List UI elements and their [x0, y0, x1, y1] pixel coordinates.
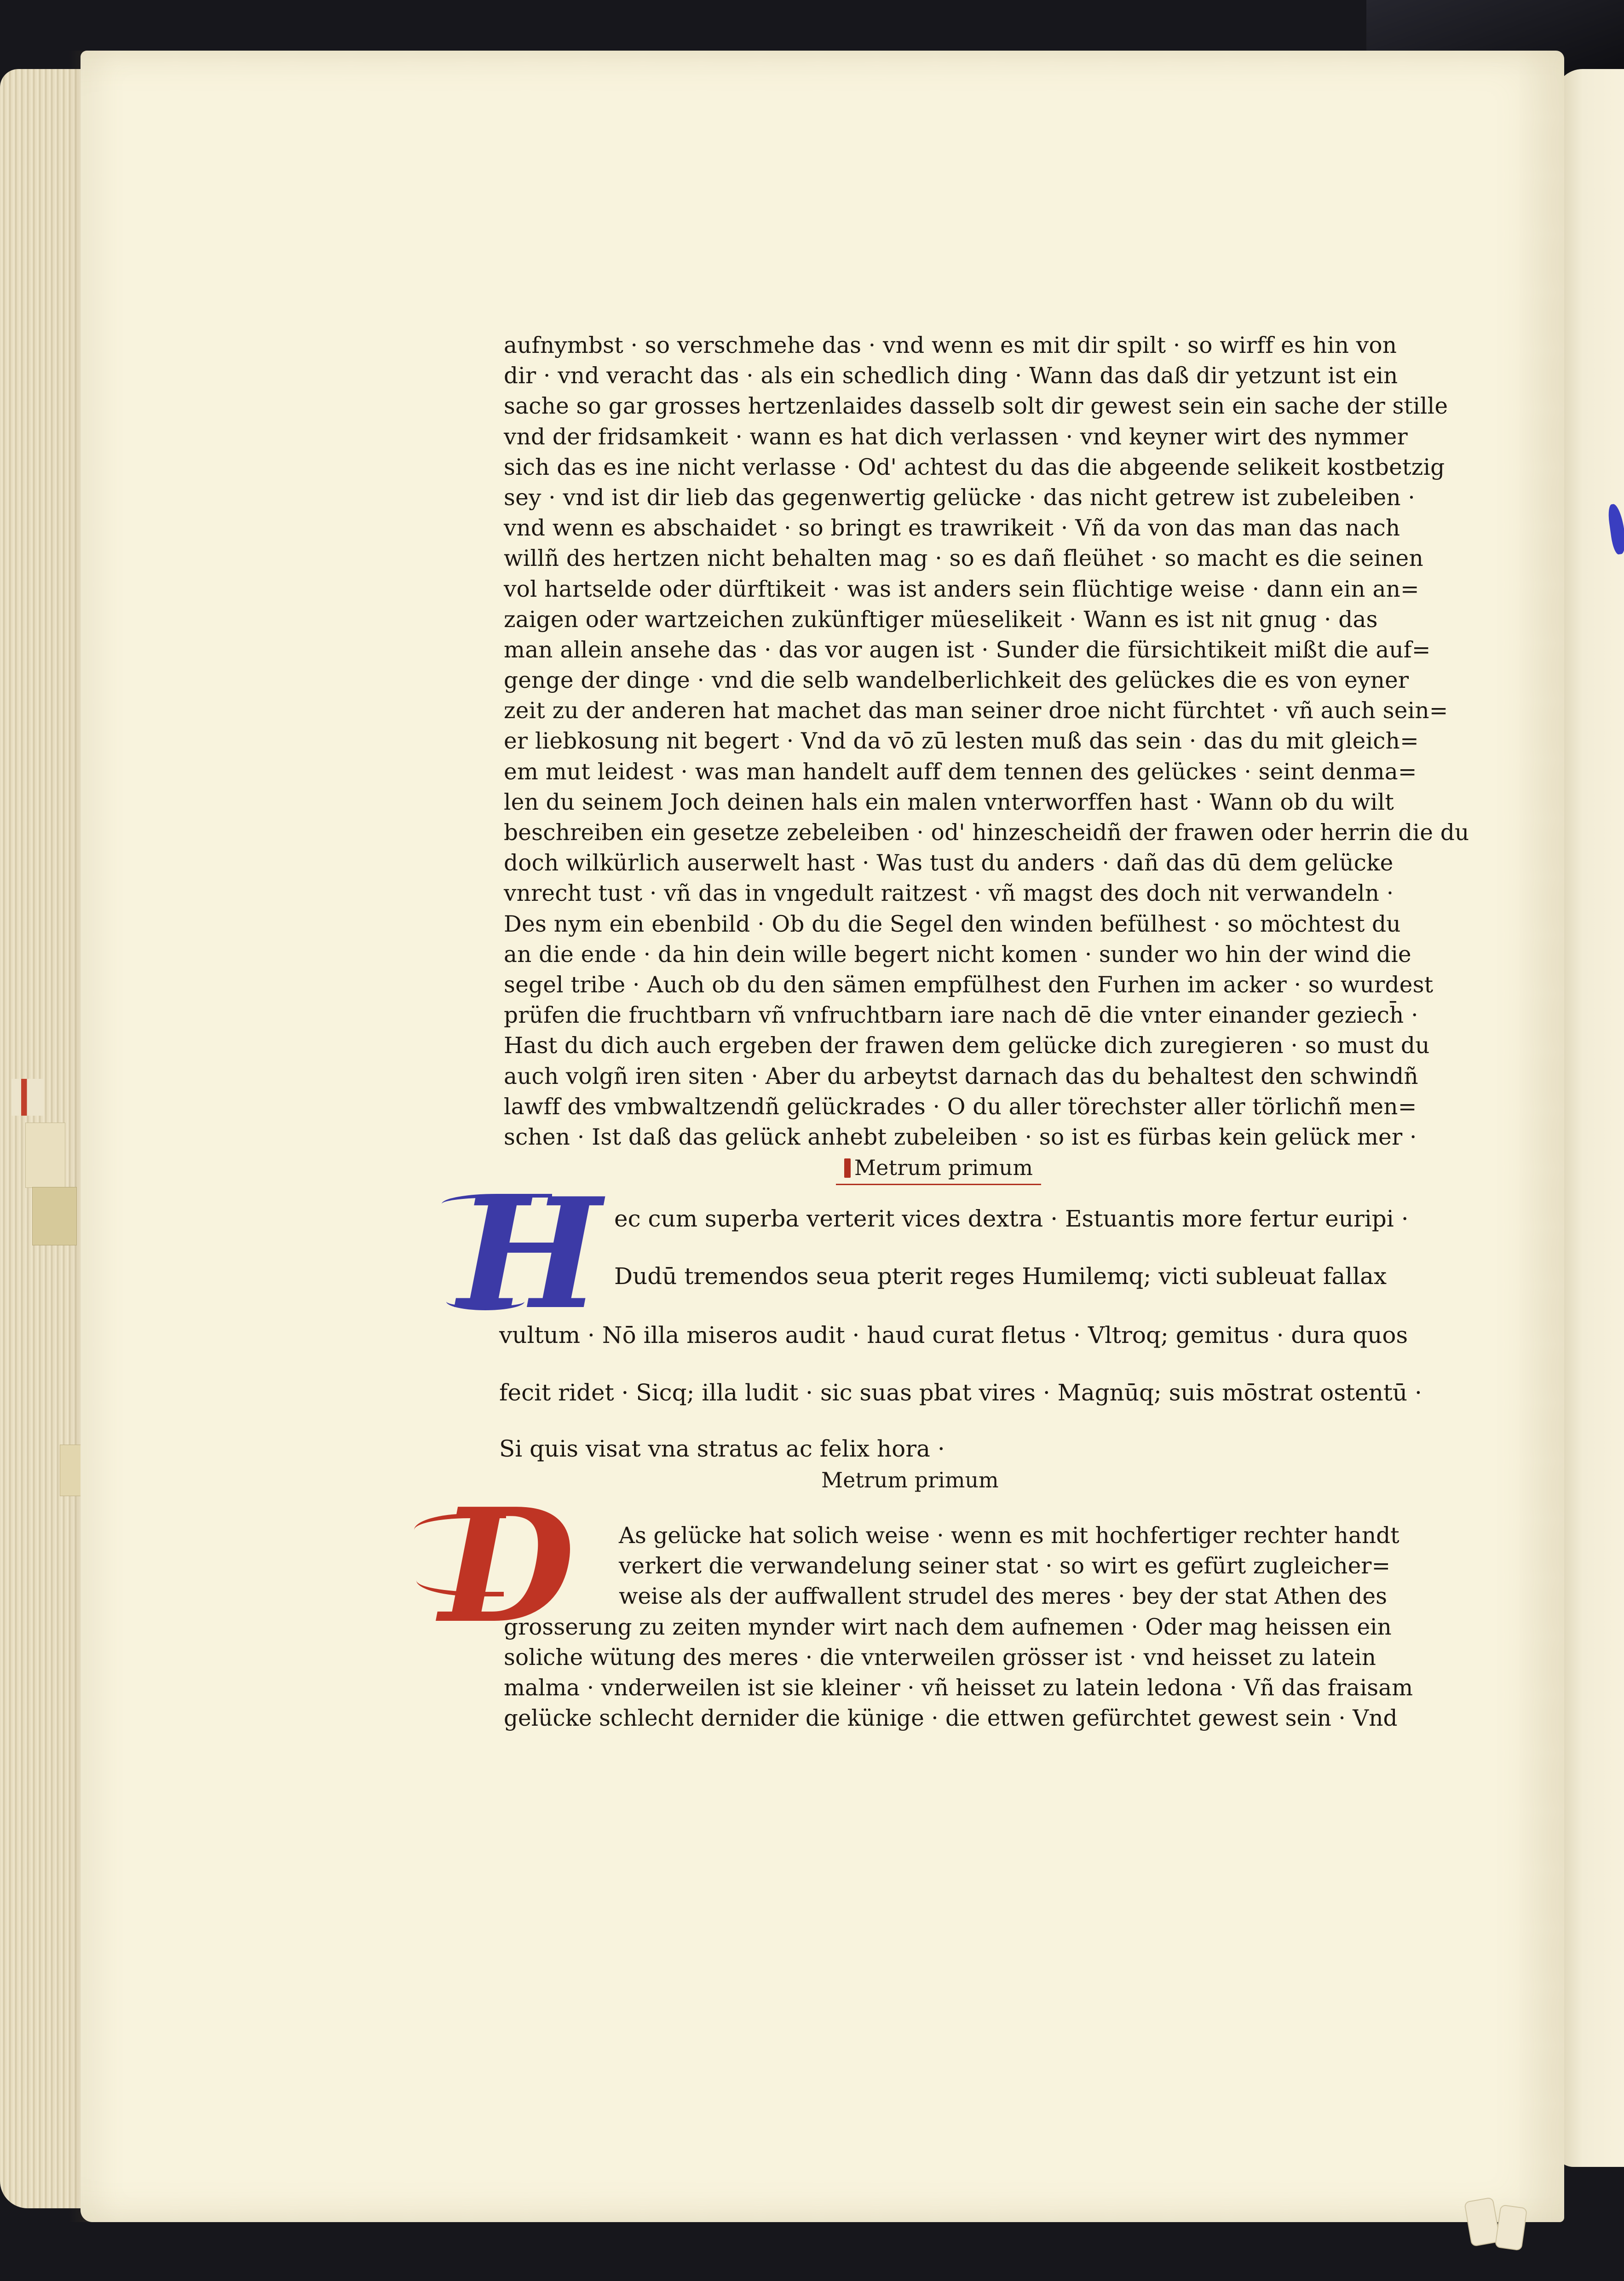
text-line: sich das es ine nicht verlasse · Od' achtest du das die abgeende selikeit kostbetzig [504, 454, 1445, 480]
text-line: willñ des hertzen nicht behalten mag · so es dañ fleühet · so macht es die seinen [504, 546, 1423, 572]
text-line: zeit zu der anderen hat machet das man seiner droe nicht fürchtet · vñ auch sein= [504, 698, 1448, 724]
text-line: vol hartselde oder dürftikeit · was ist anders sein flüchtige weise · dann ein an= [504, 576, 1419, 602]
text-line: sey · vnd ist dir lieb das gegenwertig gelücke · das nicht getrew ist zubeleiben · [504, 484, 1416, 511]
text-line: schen · Ist daß das gelück anhebt zubeleiben · so ist es fürbas kein gelück mer · [504, 1124, 1417, 1150]
text-line: weise als der auffwallent strudel des meres · bey der stat Athen des [619, 1584, 1387, 1610]
decorated-initial-h: H [458, 1164, 601, 1343]
verse-line: fecit ridet · Sicq; illa ludit · sic suas pbat vires · Magnūq; suis mōstrat ostentū · [499, 1379, 1422, 1406]
text-line: vnd der fridsamkeit · wann es hat dich verlassen · vnd keyner wirt des nymmer [504, 424, 1408, 450]
red-ribbon-tab [12, 1079, 44, 1116]
heading-metrum-primum: Metrum primum [836, 1152, 1041, 1185]
text-line: sache so gar grosses hertzenlaides dasselb solt dir gewest sein ein sache der stille [504, 393, 1448, 420]
paper-slip-tab [25, 1123, 65, 1188]
verse-line: ec cum superba verterit vices dextra · Estuantis more fertur euripi · [614, 1205, 1409, 1232]
closing-text-block [504, 1521, 1413, 1734]
binding-tie [1495, 2204, 1528, 2251]
paper-slip-tab [60, 1445, 81, 1496]
text-line: beschreiben ein gesetze zebeleiben · od' hinzescheidñ der frawen oder herrin die du [504, 820, 1469, 846]
verse-line: Dudū tremendos seua pterit reges Humilemq; victi subleuat fallax [614, 1263, 1387, 1290]
section-heading [504, 1152, 1373, 1183]
prose-text-block [504, 330, 1469, 1183]
text-line: auch volgñ iren siten · Aber du arbeytst darnach das du behaltest den schwindñ [504, 1063, 1418, 1089]
text-line: prüfen die fruchtbarn vñ vnfruchtbarn iare nach dē die vnter einander geziech̄ · [504, 1002, 1418, 1029]
text-line: malma · vnderweilen ist sie kleiner · vñ heisset zu latein ledona · Vñ das fraisam [504, 1675, 1413, 1701]
text-line: verkert die verwandelung seiner stat · so wirt es gefürt zugleicher= [619, 1553, 1391, 1579]
text-line: Des nym ein ebenbild · Ob du die Segel den winden befülhest · so möchtest du [504, 911, 1401, 937]
verse-line: Si quis visat vna stratus ac felix hora · [499, 1435, 945, 1462]
text-line: segel tribe · Auch ob du den sämen empfülhest den Furhen im acker · so wurdest [504, 972, 1434, 998]
text-line: lawff des vmbwaltzendñ gelückrades · O du aller törechster aller törlichñ men= [504, 1094, 1417, 1120]
section-heading-2: Metrum primum [821, 1468, 999, 1492]
text-line: grosserung zu zeiten mynder wirt nach dem aufnemen · Oder mag heissen ein [504, 1614, 1392, 1640]
paper-slip-tab [32, 1187, 77, 1245]
text-line: As gelücke hat solich weise · wenn es mit hochfertiger rechter handt [619, 1523, 1399, 1549]
text-line: vnd wenn es abschaidet · so bringt es trawrikeit · Vñ da von das man das nach [504, 515, 1400, 541]
text-line: vnrecht tust · vñ das in vngedult raitzest · vñ magst des doch nit verwandeln · [504, 881, 1394, 907]
text-line: gelücke schlecht dernider die künige · die ettwen gefürchtet gewest sein · Vnd [504, 1705, 1398, 1732]
text-line: Hast du dich auch ergeben der frawen dem gelücke dich zuregieren · so must du [504, 1033, 1430, 1059]
text-line: an die ende · da hin dein wille begert nicht komen · sunder wo hin der wind die [504, 941, 1411, 968]
text-line: em mut leidest · was man handelt auff dem tennen des gelückes · seint denma= [504, 759, 1417, 785]
text-line: dir · vnd veracht das · als ein schedlich ding · Wann das daß dir yetzunt ist ein [504, 363, 1398, 389]
text-line: aufnymbst · so verschmehe das · vnd wenn es mit dir spilt · so wirff es hin von [504, 333, 1397, 358]
decorated-initial-d: D [439, 1475, 575, 1658]
text-line: zaigen oder wartzeichen zukünftiger müeselikeit · Wann es ist nit gnug · das [504, 606, 1378, 633]
text-line: soliche wütung des meres · die vnterweilen grösser ist · vnd heisset zu latein [504, 1644, 1376, 1670]
text-line: genge der dinge · vnd die selb wandelberlichkeit des gelückes die es von eyner [504, 668, 1409, 694]
verse-line: vultum · Nō illa miseros audit · haud curat fletus · Vltroq; gemitus · dura quos [499, 1322, 1408, 1348]
facing-page-edge [1555, 69, 1624, 2167]
initial-h-foot-flourish [446, 1293, 524, 1310]
text-line: er liebkosung nit begert · Vnd da vō zū lesten muß das sein · das du mit gleich= [504, 728, 1419, 755]
text-line: doch wilkürlich auserwelt hast · Was tust du anders · dañ das dū dem gelücke [504, 850, 1394, 876]
text-line: man allein ansehe das · das vor augen ist · Sunder die fürsichtikeit mißt die auf= [504, 637, 1431, 663]
text-line: len du seinem Joch deinen hals ein malen vnterworffen hast · Wann ob du wilt [504, 789, 1394, 815]
